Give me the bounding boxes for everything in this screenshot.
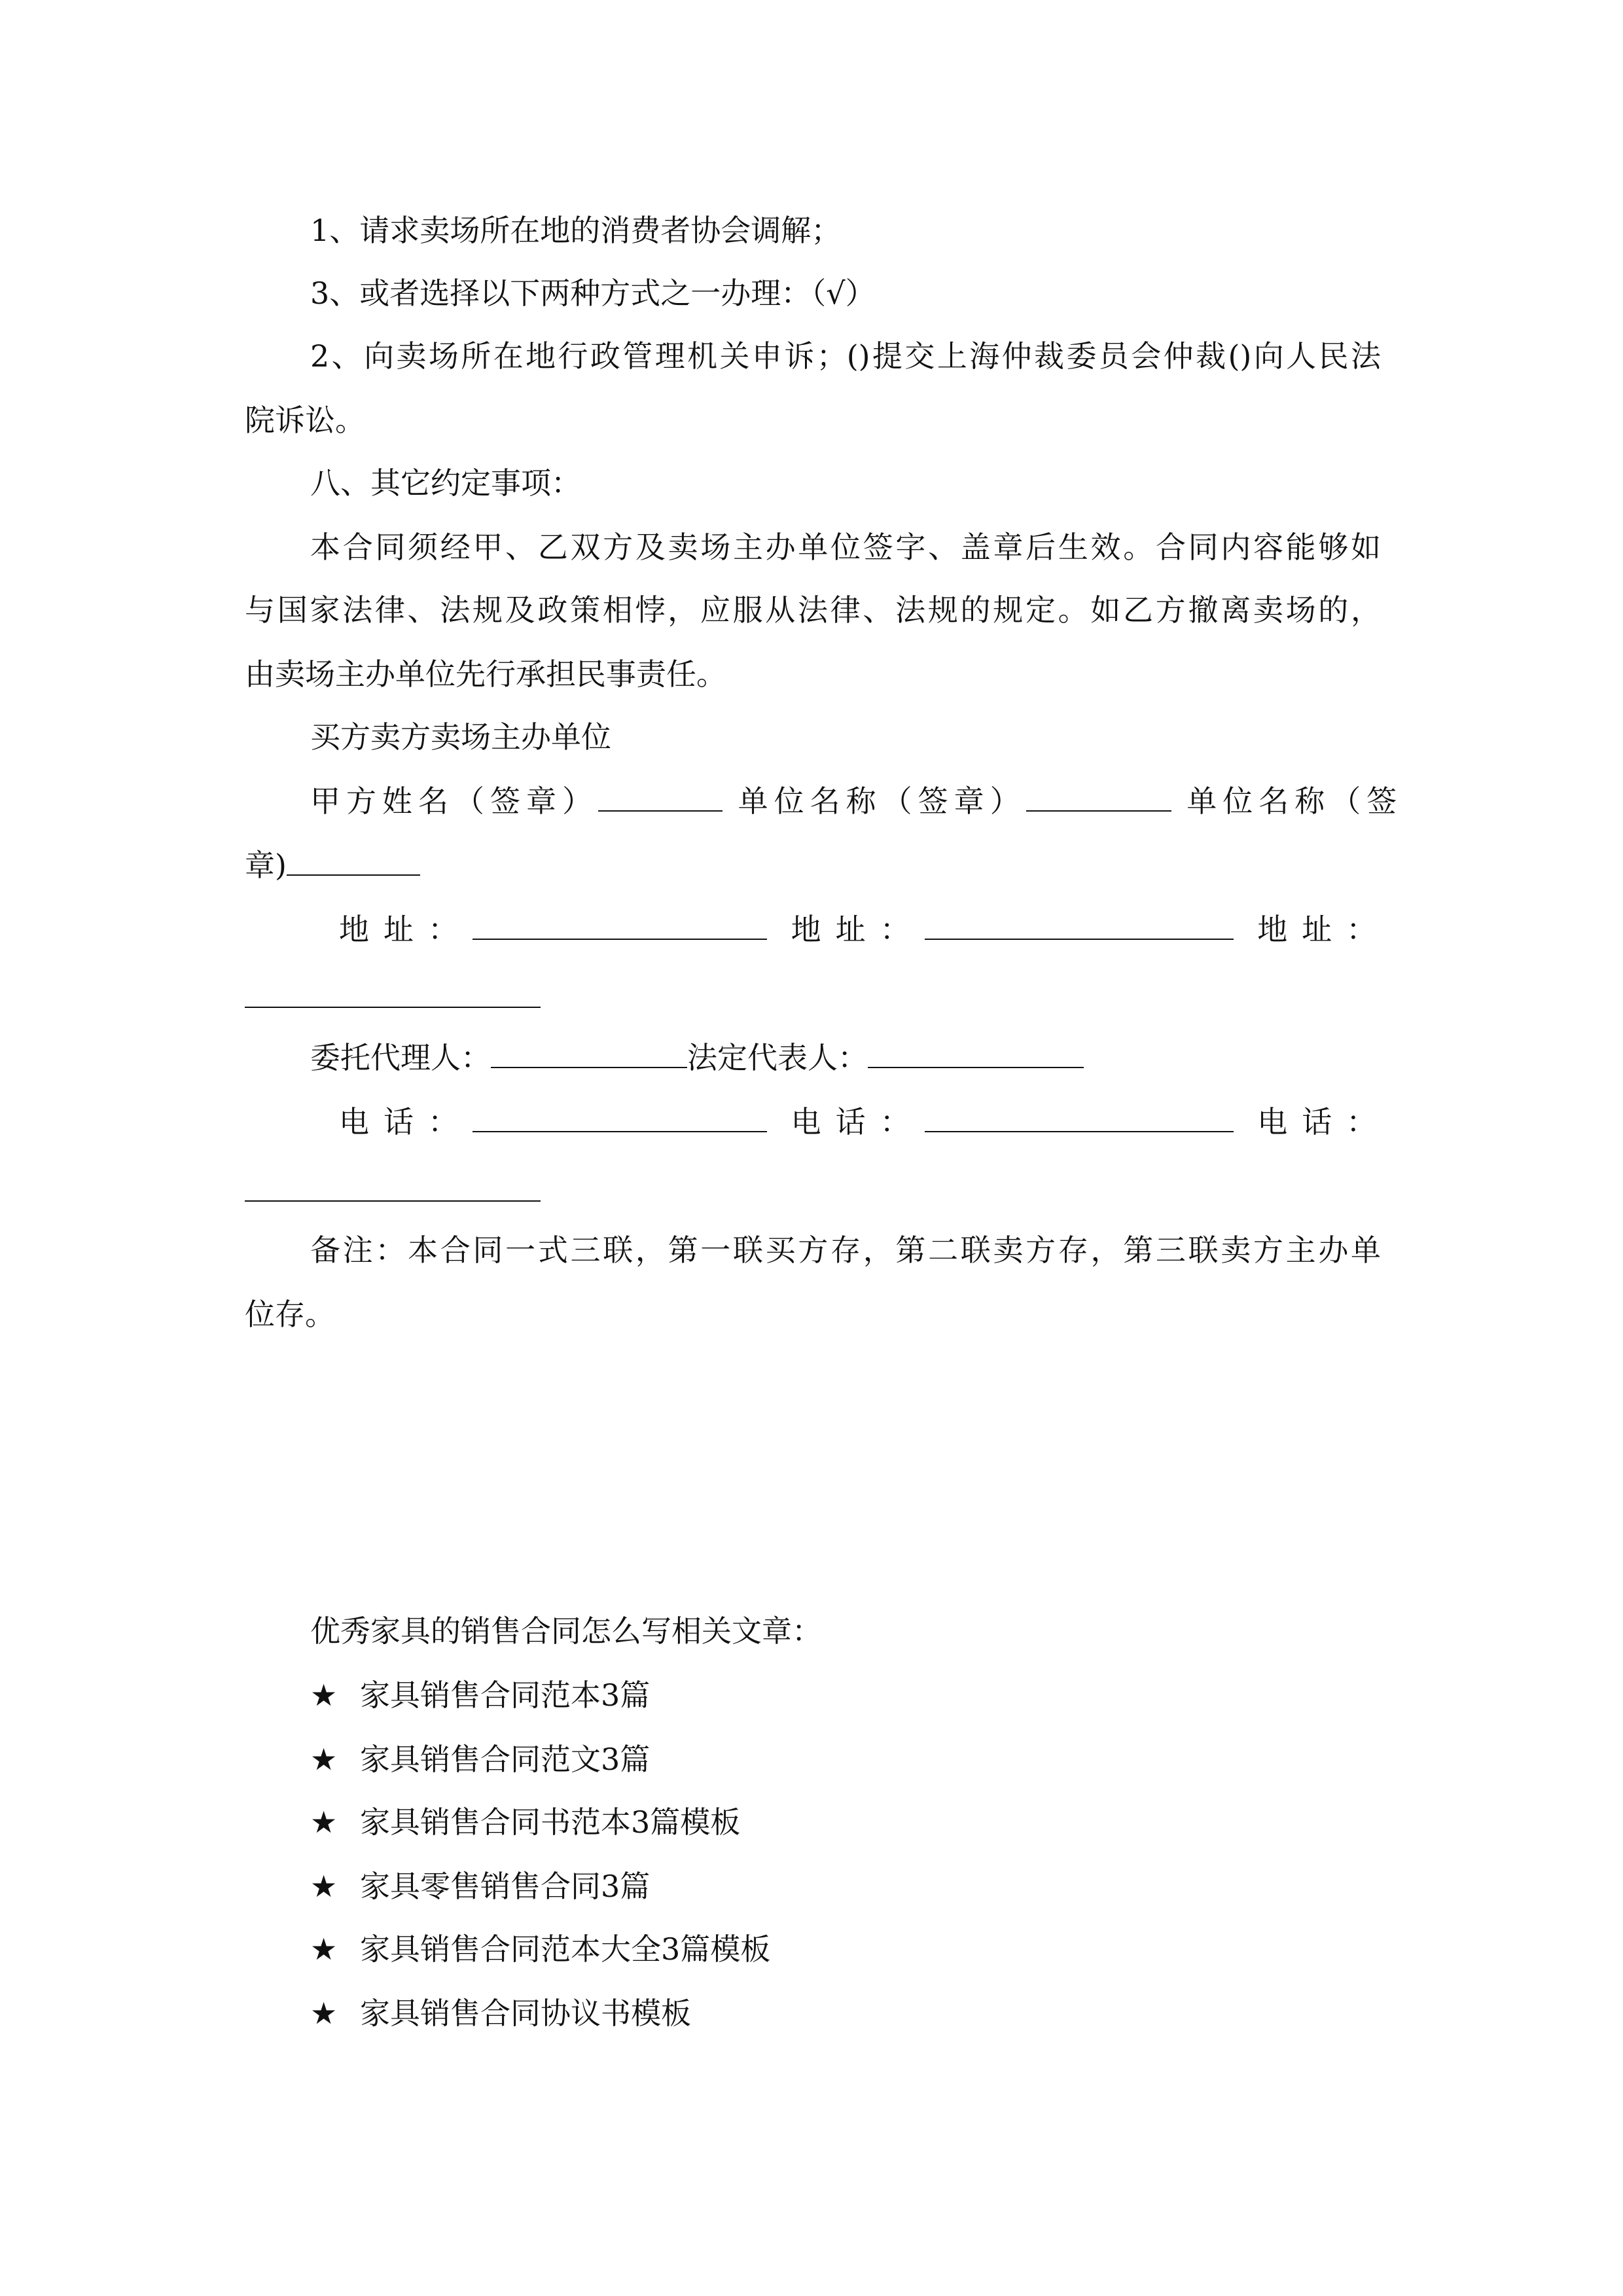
dispute-item-2-line1: 2、向卖场所在地行政管理机关申诉；()提交上海仲裁委员会仲裁()向人民法: [310, 338, 1381, 374]
seller-unit-name-blank: [1026, 784, 1171, 812]
related-article-link[interactable]: [310, 1674, 1381, 1716]
seller-phone-blank: [925, 1105, 1234, 1132]
agent-blank: [491, 1041, 687, 1068]
related-article-link[interactable]: [310, 1928, 1381, 1970]
buyer-address-label: 地址：: [339, 912, 473, 947]
host-phone-blank: [245, 1200, 541, 1202]
seller-unit-name-label: 单位名称（签章）: [738, 783, 1026, 819]
section-8-title: 八、其它约定事项：: [310, 465, 581, 501]
agent-label: 委托代理人：: [310, 1040, 491, 1075]
related-articles-title: 优秀家具的销售合同怎么写相关文章：: [310, 1613, 822, 1649]
remark-line2: 位存。: [245, 1297, 335, 1332]
related-article-title: 家具销售合同范本3篇: [360, 1677, 651, 1713]
seller-address-label: 地址：: [791, 912, 925, 947]
buyer-phone-blank: [473, 1105, 767, 1132]
related-article-title: 家具销售合同范文3篇: [360, 1742, 651, 1777]
related-article-link[interactable]: [310, 1992, 1381, 2034]
related-article-title: 家具销售合同书范本3篇模板: [360, 1804, 741, 1840]
host-unit-name-blank: [287, 848, 420, 876]
dispute-item-3: 3、或者选择以下两种方式之一办理：（√）: [310, 276, 876, 311]
legal-rep-blank: [868, 1041, 1084, 1068]
star-icon: ★: [310, 1742, 338, 1777]
seller-phone-label: 电话：: [791, 1104, 925, 1139]
buyer-phone-label: 电话：: [339, 1104, 473, 1139]
section-8-paragraph-line3: 由卖场主办单位先行承担民事责任。: [245, 656, 726, 692]
signature-header: 买方卖方卖场主办单位: [310, 719, 611, 755]
agent-row: [310, 1037, 1381, 1079]
party-a-name-label: 甲方姓名（签章）: [310, 783, 598, 819]
star-icon: ★: [310, 1996, 338, 2031]
star-icon: ★: [310, 1869, 338, 1904]
related-article-title: 家具零售销售合同3篇: [360, 1869, 651, 1904]
signature-name-row: [310, 780, 1403, 822]
party-a-name-blank: [598, 784, 722, 812]
legal-rep-label: 法定代表人：: [687, 1040, 868, 1075]
section-8-paragraph-line1: 本合同须经甲、乙双方及卖场主办单位签字、盖章后生效。合同内容能够如: [310, 529, 1381, 565]
host-address-label: 地址：: [1257, 912, 1391, 947]
phone-row: [339, 1101, 1391, 1143]
host-unit-name-label: 单位名称（签: [1186, 783, 1403, 819]
host-unit-name-label-cont: 章): [245, 848, 287, 883]
related-article-title: 家具销售合同协议书模板: [360, 1996, 691, 2031]
seller-address-blank: [925, 912, 1234, 940]
related-article-title: 家具销售合同范本大全3篇模板: [360, 1931, 771, 1967]
star-icon: ★: [310, 1677, 338, 1713]
remark-line1: 备注：本合同一式三联，第一联买方存，第二联卖方存，第三联卖方主办单: [310, 1232, 1381, 1268]
section-8-paragraph-line2: 与国家法律、法规及政策相悖，应服从法律、法规的规定。如乙方撤离卖场的，: [245, 592, 1381, 628]
dispute-item-1: 1、请求卖场所在地的消费者协会调解；: [310, 213, 842, 248]
buyer-address-blank: [473, 912, 767, 940]
related-article-link[interactable]: [310, 1801, 1381, 1843]
star-icon: ★: [310, 1931, 338, 1967]
host-phone-label: 电话：: [1257, 1104, 1391, 1139]
address-row: [339, 908, 1391, 950]
related-article-link[interactable]: [310, 1865, 1381, 1907]
star-icon: ★: [310, 1804, 338, 1840]
dispute-item-2-line2: 院诉讼。: [245, 403, 365, 438]
signature-name-row-cont: [245, 844, 1381, 886]
related-article-link[interactable]: [310, 1738, 1381, 1780]
host-address-blank: [245, 1007, 541, 1008]
